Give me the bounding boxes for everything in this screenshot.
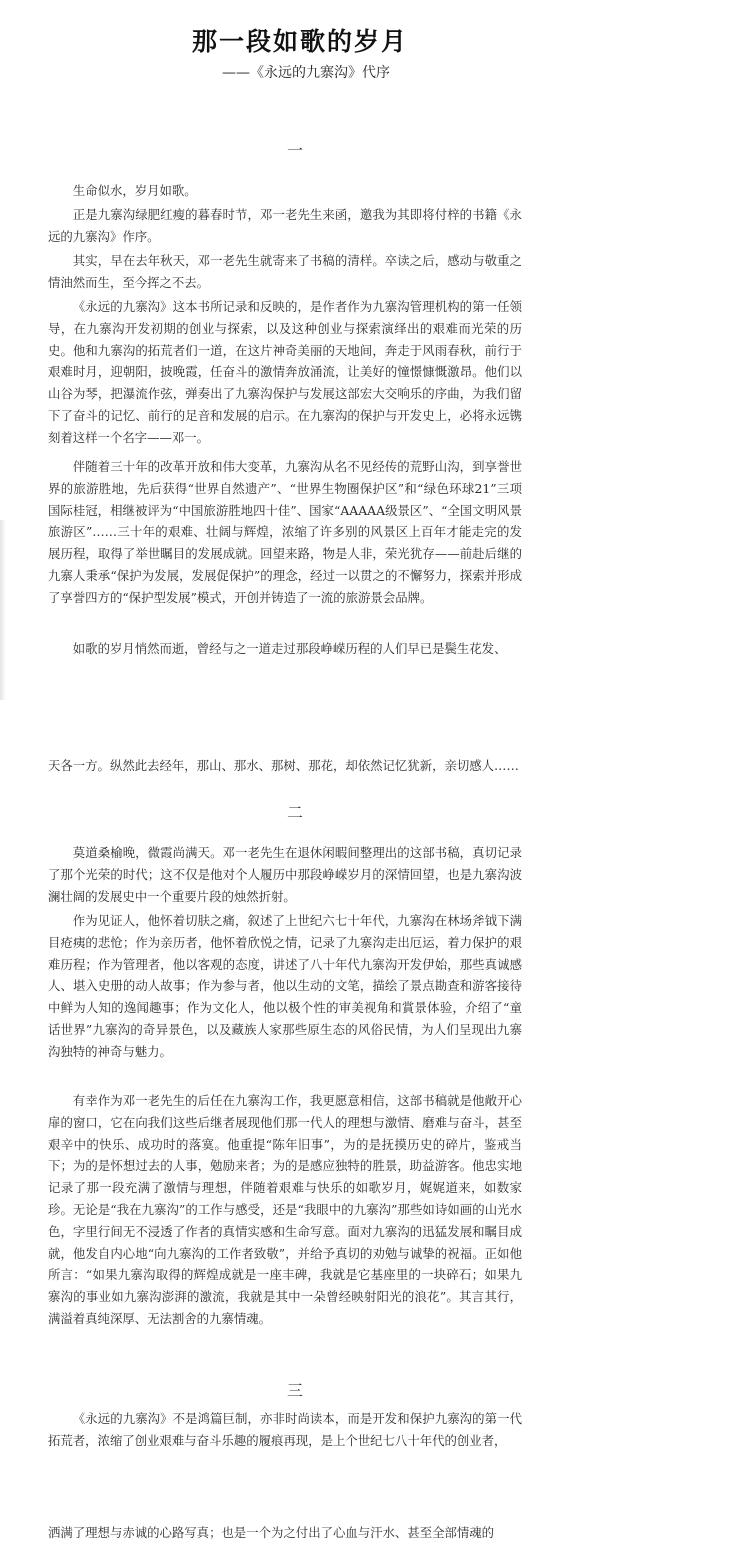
- paragraph: 莫道桑榆晚，微霞尚满天。邓一老先生在退休闲暇间整理出的这部书稿，真切记录了那个光荣的时代；这不仅是他对个人履历中那段峥嵘岁月的深情回望，也是九寨沟波澜壮阔的发展史中一个重要片段的烛然折射。: [48, 845, 522, 904]
- paragraph: 作为见证人，他怀着切肤之痛，叙述了上世纪六七十年代，九寨沟在林场斧钺下满目疮痍的悲怆；作为亲历者，他怀着欣悦之情，记录了九寨沟走出厄运，着力保护的艰难历程；作为管理者，他以客观的态度，讲述了八十年代九寨沟开发伊始，那些真诚感人、堪入史册的动人故事；作为参与者，他以生动的文笔，描绘了景点勘查和游客接待中鲜为人知的逸闻趣事；作为文化人，他以极个性的审美视角和賞景体验，介绍了“童话世界”九寨沟的奇异景色，以及藏族人家那些原生态的风俗民情，为人们呈现出九寨沟独特的神奇与魅力。: [48, 913, 522, 1059]
- paragraph: 其实，早在去年秋天，邓一老先生就寄来了书稿的清样。卒读之后，感动与敬重之情油然而生，至今挥之不去。: [48, 253, 522, 290]
- section-number-3: 三: [286, 1381, 303, 1400]
- paragraph: 《永远的九寨沟》这本书所记录和反映的，是作者作为九寨沟管理机构的第一任领导，在九寨沟开发初期的创业与探索，以及这种创业与探索演绎出的艰难而光荣的历史。他和九寨沟的拓荒者们一道，在这片神奇美丽的天地间，奔走于风雨春秋，前行于艰难时月，迎朝阳，披晚霞，任奋斗的激情奔放涌流，让美好的憧憬慷慨激昂。他们以山谷为琴，把瀑流作弦，弹奏出了九寨沟保护与发展这部宏大交响乐的序曲，为我们留下了奋斗的记忆、前行的足音和发展的启示。在九寨沟的保护与开发史上，必将永远镌刻着这样一个名字——邓一。: [48, 299, 522, 445]
- subtitle: ——《永远的九寨沟》代序: [222, 65, 390, 81]
- page-edge-shadow: [0, 520, 6, 700]
- paragraph: 《永远的九寨沟》不是鸿篇巨制，亦非时尚读本，而是开发和保护九寨沟的第一代拓荒者，浓缩了创业艰难与奋斗乐趣的履痕再现，是上个世纪七八十年代的创业者，: [48, 1411, 522, 1448]
- section-number-2: 二: [286, 803, 303, 822]
- paragraph: 天各一方。纵然此去经年，那山、那水、那树、那花，却依然记忆犹新，亲切感人……: [48, 758, 519, 773]
- paragraph: 如歌的岁月悄然而逝，曾经与之一道走过那段峥嵘历程的人们早已是鬓生花发、: [72, 641, 507, 656]
- paragraph: 伴随着三十年的改革开放和伟大变革，九寨沟从名不见经传的荒野山沟，到享誉世界的旅游胜地，先后获得“世界自然遗产”、“世界生物圈保护区”和“绿色环球21”三项国际桂冠，相继被评为“中国旅游胜地四十佳”、国家“AAAAA级景区”、“全国文明风景旅游区”……三十年的艰难、壮阔与辉煌，浓缩了许多别的风景区上百年才能走完的发展历程，取得了举世瞩目的发展成就。回望来路，物是人非，荣光犹存——前赴后继的九寨人秉承“保护为发展，发展促保护”的理念，经过一以贯之的不懈努力，探索并形成了享誉四方的“保护型发展”模式，开创并铸造了一流的旅游景会品牌。: [48, 459, 522, 605]
- section-number-1: 一: [286, 141, 303, 160]
- title: 那一段如歌的岁月: [191, 27, 408, 56]
- paragraph: 正是九寨沟绿肥红瘦的暮春时节，邓一老先生来函，邀我为其即将付梓的书籍《永远的九寨沟》作序。: [48, 207, 522, 244]
- paragraph: 生命似水，岁月如歌。: [72, 183, 197, 198]
- paragraph: 洒满了理想与赤诚的心路写真；也是一个为之付出了心血与汗水、甚至全部情魂的: [48, 1525, 495, 1540]
- paragraph: 有幸作为邓一老先生的后任在九寨沟工作，我更愿意相信，这部书稿就是他敞开心扉的窗口，它在向我们这些后继者展现他们那一代人的理想与激情、磨难与奋斗，甚至艰辛中的快乐、成功时的落寞。他重提“陈年旧事”，为的是抚摸历史的碎片，鉴戒当下；为的是怀想过去的人事，勉励来者；为的是感应独特的胜景，助益游客。他忠实地记录了那一段充满了激情与理想，伴随着艰难与快乐的如歌岁月，娓娓道来，如数家珍。无论是“我在九寨沟”的工作与感受，还是“我眼中的九寨沟”那些如诗如画的山光水色，字里行间无不浸透了作者的真情实感和生命写意。面对九寨沟的迅猛发展和瞩目成就，他发自内心地“向九寨沟的工作者致敬”，并给予真切的劝勉与诚挚的祝福。正如他所言：“如果九寨沟取得的辉煌成就是一座丰碑，我就是它基座里的一块碎石；如果九寨沟的事业如九寨沟澎湃的激流，我就是其中一朵曾经映射阳光的浪花”。其言其行，满溢着真纯深厚、无法割舍的九寨情魂。: [48, 1093, 522, 1326]
